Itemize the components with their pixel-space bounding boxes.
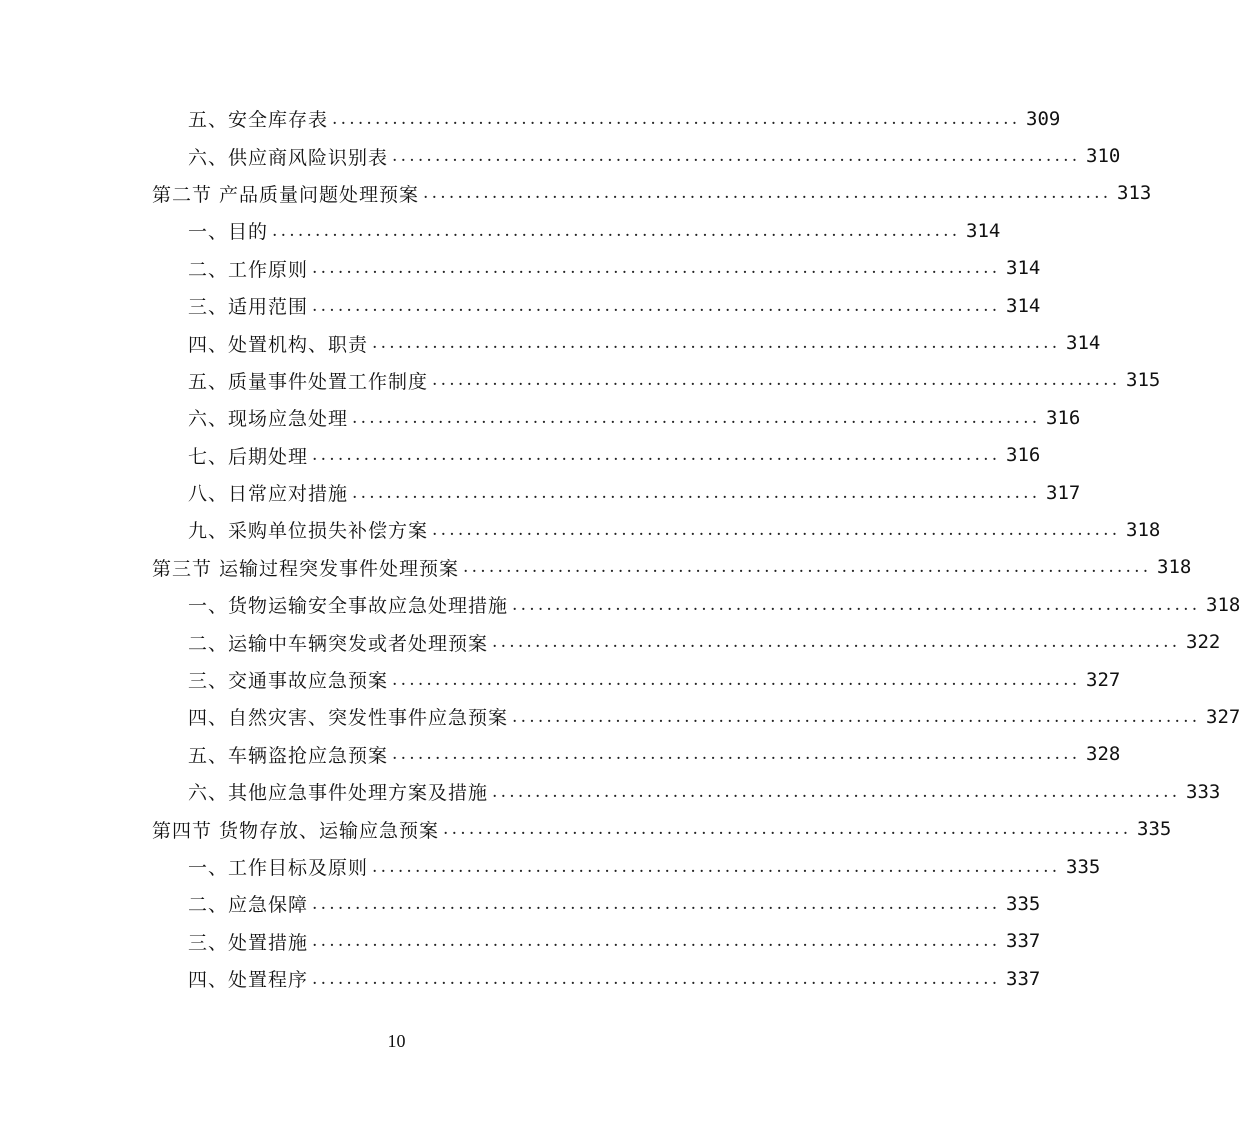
toc-entry-page: 318 xyxy=(1206,593,1240,616)
toc-entry-title: 四、处置程序 xyxy=(188,965,312,992)
toc-section-entry[interactable] xyxy=(0,175,1152,212)
toc-subsection-entry[interactable] xyxy=(0,212,1001,249)
toc-subsection-entry[interactable] xyxy=(0,474,1081,511)
toc-entry-title: 七、后期处理 xyxy=(188,442,312,469)
toc-dot-leader: ................................................................................ xyxy=(332,108,1021,129)
toc-subsection-entry[interactable] xyxy=(0,960,1041,997)
toc-dot-leader: ................................................................................ xyxy=(312,258,1001,279)
toc-entry-page: 318 xyxy=(1157,556,1192,579)
toc-entry-title: 一、目的 xyxy=(188,217,272,244)
toc-entry-title: 九、采购单位损失补偿方案 xyxy=(188,516,432,543)
toc-subsection-entry[interactable] xyxy=(0,399,1081,436)
toc-subsection-entry[interactable] xyxy=(0,736,1121,773)
toc-dot-leader: ................................................................................ xyxy=(423,183,1112,204)
toc-dot-leader: ................................................................................ xyxy=(512,594,1201,615)
toc-entry-title: 一、工作目标及原则 xyxy=(188,853,372,880)
toc-entry-page: 317 xyxy=(1046,481,1081,504)
toc-entry-title: 第二节 产品质量问题处理预案 xyxy=(152,180,423,207)
toc-entry-title: 六、其他应急事件处理方案及措施 xyxy=(188,778,492,805)
toc-subsection-entry[interactable] xyxy=(0,100,1061,137)
toc-subsection-entry[interactable] xyxy=(0,324,1101,361)
toc-section-entry[interactable] xyxy=(0,549,1192,586)
toc-entry-title: 第四节 货物存放、运输应急预案 xyxy=(152,816,443,843)
toc-dot-leader: ................................................................................ xyxy=(352,407,1041,428)
toc-entry-title: 五、安全库存表 xyxy=(188,105,332,132)
toc-dot-leader: ................................................................................ xyxy=(492,781,1181,802)
toc-entry-title: 四、处置机构、职责 xyxy=(188,330,372,357)
toc-section-entry[interactable] xyxy=(0,810,1172,847)
page-number: 10 xyxy=(387,1031,406,1051)
toc-entry-page: 335 xyxy=(1137,818,1172,841)
toc-entry-page: 328 xyxy=(1086,743,1121,766)
toc-entry-title: 二、工作原则 xyxy=(188,255,312,282)
toc-entry-title: 三、交通事故应急预案 xyxy=(188,666,392,693)
toc-subsection-entry[interactable] xyxy=(0,250,1041,287)
toc-dot-leader: ................................................................................ xyxy=(372,856,1061,877)
toc-entry-page: 314 xyxy=(1066,332,1101,355)
toc-entry-page: 314 xyxy=(966,219,1001,242)
toc-dot-leader: ................................................................................ xyxy=(272,220,961,241)
toc-dot-leader: ................................................................................ xyxy=(312,295,1001,316)
toc-entry-page: 337 xyxy=(1006,930,1041,953)
toc-dot-leader: ................................................................................ xyxy=(312,445,1001,466)
toc-dot-leader: ................................................................................ xyxy=(443,819,1132,840)
toc-entry-title: 五、车辆盗抢应急预案 xyxy=(188,741,392,768)
toc-entry-title: 第三节 运输过程突发事件处理预案 xyxy=(152,554,463,581)
toc-entry-title: 五、质量事件处置工作制度 xyxy=(188,367,432,394)
toc-entry-page: 309 xyxy=(1026,107,1061,130)
toc-entry-page: 335 xyxy=(1006,892,1041,915)
toc-subsection-entry[interactable] xyxy=(0,287,1041,324)
toc-dot-leader: ................................................................................ xyxy=(312,968,1001,989)
toc-entry-page: 316 xyxy=(1006,444,1041,467)
toc-entry-title: 二、应急保障 xyxy=(188,890,312,917)
toc-entry-title: 三、适用范围 xyxy=(188,292,312,319)
toc-dot-leader: ................................................................................ xyxy=(372,333,1061,354)
toc-entry-page: 315 xyxy=(1126,369,1161,392)
toc-dot-leader: ................................................................................ xyxy=(392,669,1081,690)
toc-dot-leader: ................................................................................ xyxy=(512,706,1201,727)
toc-dot-leader: ................................................................................ xyxy=(432,519,1121,540)
toc-dot-leader: ................................................................................ xyxy=(352,482,1041,503)
toc-dot-leader: ................................................................................ xyxy=(392,146,1081,167)
toc-dot-leader: ................................................................................ xyxy=(492,632,1181,653)
toc-subsection-entry[interactable] xyxy=(0,923,1041,960)
toc-entry-title: 二、运输中车辆突发或者处理预案 xyxy=(188,629,492,656)
toc-entry-page: 333 xyxy=(1186,780,1221,803)
toc-entry-page: 316 xyxy=(1046,406,1081,429)
toc-subsection-entry[interactable] xyxy=(0,623,1221,660)
toc-dot-leader: ................................................................................ xyxy=(432,370,1121,391)
toc-entry-page: 310 xyxy=(1086,145,1121,168)
toc-dot-leader: ................................................................................ xyxy=(312,931,1001,952)
toc-dot-leader: ................................................................................ xyxy=(463,557,1152,578)
table-of-contents xyxy=(0,100,1240,997)
toc-dot-leader: ................................................................................ xyxy=(312,893,1001,914)
toc-entry-title: 八、日常应对措施 xyxy=(188,479,352,506)
toc-entry-page: 313 xyxy=(1117,182,1152,205)
toc-entry-page: 314 xyxy=(1006,257,1041,280)
toc-subsection-entry[interactable] xyxy=(0,137,1121,174)
toc-subsection-entry[interactable] xyxy=(0,437,1041,474)
toc-subsection-entry[interactable] xyxy=(0,362,1161,399)
toc-entry-page: 337 xyxy=(1006,967,1041,990)
toc-subsection-entry[interactable] xyxy=(0,848,1101,885)
toc-subsection-entry[interactable] xyxy=(0,661,1121,698)
toc-subsection-entry[interactable] xyxy=(0,586,1240,623)
toc-entry-page: 318 xyxy=(1126,518,1161,541)
toc-entry-title: 六、供应商风险识别表 xyxy=(188,143,392,170)
toc-entry-title: 三、处置措施 xyxy=(188,928,312,955)
toc-subsection-entry[interactable] xyxy=(0,511,1161,548)
toc-entry-page: 322 xyxy=(1186,631,1221,654)
toc-entry-page: 327 xyxy=(1206,705,1240,728)
toc-entry-title: 四、自然灾害、突发性事件应急预案 xyxy=(188,703,512,730)
toc-dot-leader: ................................................................................ xyxy=(392,744,1081,765)
toc-entry-title: 六、现场应急处理 xyxy=(188,404,352,431)
toc-entry-page: 335 xyxy=(1066,855,1101,878)
toc-subsection-entry[interactable] xyxy=(0,885,1041,922)
toc-entry-title: 一、货物运输安全事故应急处理措施 xyxy=(188,591,512,618)
toc-subsection-entry[interactable] xyxy=(0,773,1221,810)
toc-subsection-entry[interactable] xyxy=(0,698,1240,735)
toc-entry-page: 314 xyxy=(1006,294,1041,317)
toc-entry-page: 327 xyxy=(1086,668,1121,691)
